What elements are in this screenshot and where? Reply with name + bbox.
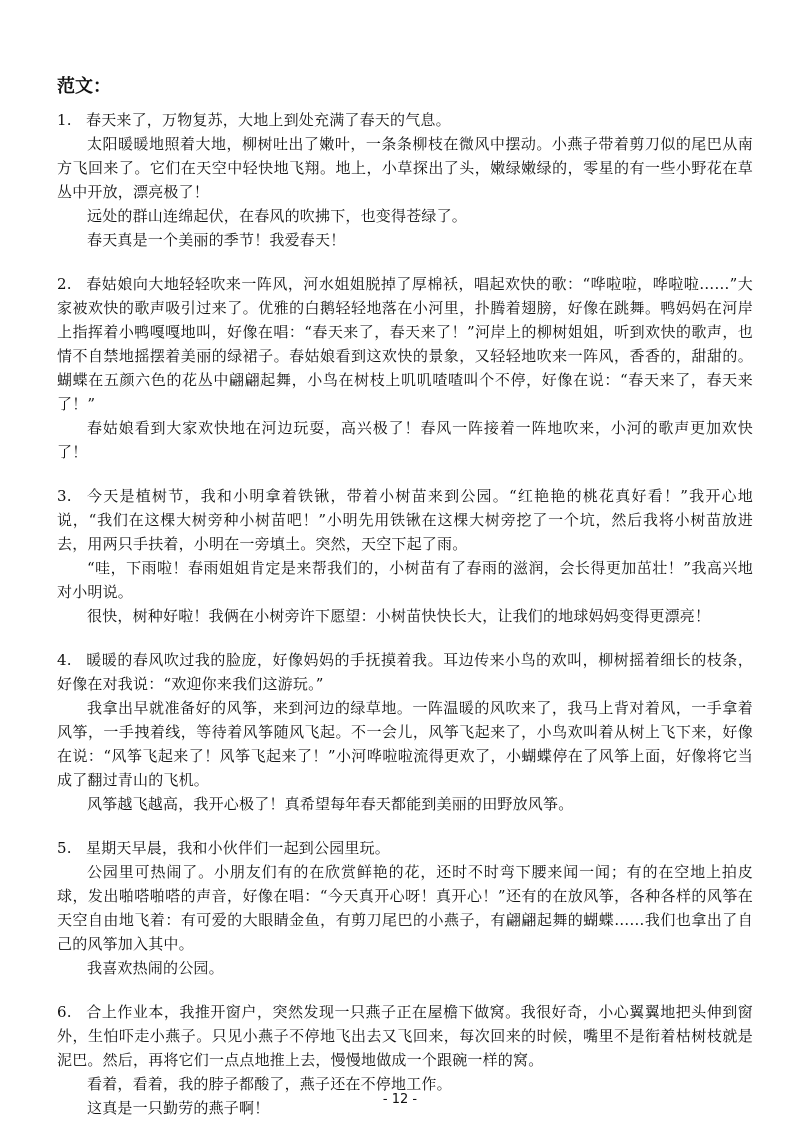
essay-number: 3.: [57, 487, 72, 505]
essay-number: 5.: [57, 839, 72, 857]
essay-paragraph: 这真是一只勤劳的燕子啊！: [87, 1099, 270, 1117]
essay-first-paragraph: 4. 暖暖的春风吹过我的脸庞，好像妈妈的手抚摸着我。耳边传来小鸟的欢叫，柳树摇着细长的枝条，好像在对我说：“欢迎你来我们这游玩。”: [57, 648, 753, 696]
essay-paragraph: 风筝越飞越高，我开心极了！真希望每年春天都能到美丽的田野放风筝。: [87, 795, 574, 813]
essay-4: [57, 648, 753, 816]
essay-paragraph: 很快，树种好啦！我俩在小树旁许下愿望：小树苗快快长大，让我们的地球妈妈变得更漂亮！: [87, 607, 711, 625]
page-title: 范文：: [57, 76, 111, 97]
page-number: - 12 -: [382, 1092, 418, 1107]
essay-2: [57, 272, 753, 464]
essay-1: [57, 108, 753, 252]
essay-number: 1.: [57, 111, 72, 129]
essay-paragraph: 春姑娘看到大家欢快地在河边玩耍，高兴极了！春风一阵接着一阵地吹来，小河的歌声更加欢快了！: [57, 419, 753, 461]
essay-paragraph: 远处的群山连绵起伏，在春风的吹拂下，也变得苍绿了。: [87, 207, 468, 225]
essay-number: 6.: [57, 1003, 72, 1021]
essay-paragraph: 我喜欢热闹的公园。: [87, 959, 224, 977]
essay-5: [57, 836, 753, 980]
essay-first-paragraph: 3. 今天是植树节，我和小明拿着铁锹，带着小树苗来到公园。“红艳艳的桃花真好看！”我开心地说，“我们在这棵大树旁种小树苗吧！”小明先用铁锹在这棵大树旁挖了一个坑，然后我将小树苗放进去，用两只手扶着，小明在一旁填土。突然，天空下起了雨。: [57, 484, 753, 556]
essay-first-paragraph: 2. 春姑娘向大地轻轻吹来一阵风，河水姐姐脱掉了厚棉袄，唱起欢快的歌：“哗啦啦，哗啦啦……”大家被欢快的歌声吸引过来了。优雅的白鹅轻轻地落在小河里，扑腾着翅膀，好像在跳舞。鸭妈妈在河岸上指挥着小鸭嘎嘎地叫，好像在唱：“春天来了，春天来了！”河岸上的柳树姐姐，听到欢快的歌声，也情不自禁地摇摆着美丽的绿裙子。春姑娘看到这欢快的景象，又轻轻地吹来一阵风，香香的，甜甜的。蝴蝶在五颜六色的花丛中翩翩起舞，小鸟在树枝上叽叽喳喳叫个不停，好像在说：“春天来了，春天来了！”: [57, 272, 753, 416]
essay-paragraph: 公园里可热闹了。小朋友们有的在欣赏鲜艳的花，还时不时弯下腰来闻一闻；有的在空地上拍皮球，发出啪嗒啪嗒的声音，好像在唱：“今天真开心呀！真开心！”还有的在放风筝，各种各样的风筝在天空自由地飞着：有可爱的大眼睛金鱼，有剪刀尾巴的小燕子，有翩翩起舞的蝴蝶……我们也拿出了自己的风筝加入其中。: [57, 863, 753, 953]
essay-3: [57, 484, 753, 628]
essay-first-paragraph: 6. 合上作业本，我推开窗户，突然发现一只燕子正在屋檐下做窝。我很好奇，小心翼翼地把头伸到窗外，生怕吓走小燕子。只见小燕子不停地飞出去又飞回来，每次回来的时候，嘴里不是衔着枯树枝就是泥巴。然后，再将它们一点点地推上去，慢慢地做成一个跟碗一样的窝。: [57, 1000, 753, 1072]
essay-number: 2.: [57, 275, 72, 293]
essay-paragraph: 春天真是一个美丽的季节！我爱春天！: [87, 231, 346, 249]
essay-paragraph: 我拿出早就准备好的风筝，来到河边的绿草地。一阵温暖的风吹来了，我马上背对着风，一手拿着风筝，一手拽着线，等待着风筝随风飞起。不一会儿，风筝飞起来了，小鸟欢叫着从树上飞下来，好像在说：“风筝飞起来了！风筝飞起来了！”小河哗啦啦流得更欢了，小蝴蝶停在了风筝上面，好像将它当成了翻过青山的飞机。: [57, 699, 753, 789]
essay-paragraph: “哇，下雨啦！春雨姐姐肯定是来帮我们的，小树苗有了春雨的滋润，会长得更加茁壮！”我高兴地对小明说。: [57, 559, 753, 601]
essay-paragraph: 看着，看着，我的脖子都酸了，燕子还在不停地工作。: [87, 1075, 452, 1093]
essay-first-paragraph: 5. 星期天早晨，我和小伙伴们一起到公园里玩。: [57, 836, 753, 860]
essay-first-paragraph: 1. 春天来了，万物复苏，大地上到处充满了春天的气息。: [57, 108, 753, 132]
essay-number: 4.: [57, 651, 72, 669]
essay-paragraph: 太阳暖暖地照着大地，柳树吐出了嫩叶，一条条柳枝在微风中摆动。小燕子带着剪刀似的尾巴从南方飞回来了。它们在天空中轻快地飞翔。地上，小草探出了头，嫩绿嫩绿的，零星的有一些小野花在草丛中开放，漂亮极了！: [57, 135, 753, 201]
essay-list: [57, 108, 753, 1140]
